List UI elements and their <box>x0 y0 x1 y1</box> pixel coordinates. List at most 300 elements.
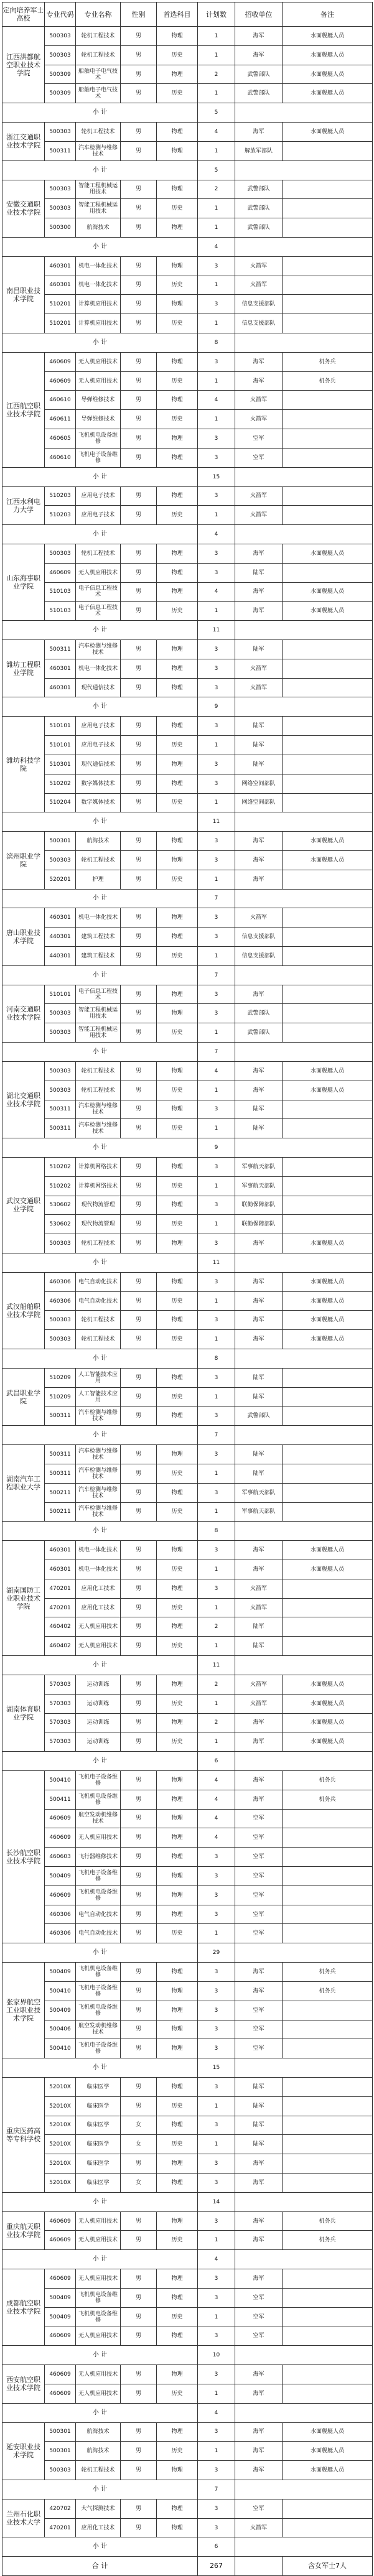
cell-subject: 物理 <box>157 391 198 410</box>
cell-major-code: 570303 <box>45 1694 76 1713</box>
cell-subject: 历史 <box>157 1694 198 1713</box>
subtotal-row <box>2 1043 373 1062</box>
cell-gender: 男 <box>121 2442 157 2461</box>
cell-subject: 历史 <box>157 793 198 812</box>
cell-subject: 物理 <box>157 1770 198 1790</box>
cell-gender: 男 <box>121 1924 157 1943</box>
cell-gender: 男 <box>121 448 157 467</box>
cell-remarks: 水面舰艇人员 <box>283 850 373 870</box>
cell-plan-count: 3 <box>198 1905 235 1924</box>
cell-recruiting-unit: 海军 <box>235 2442 283 2461</box>
cell-major-code: 460609 <box>45 2384 76 2403</box>
cell-plan-count: 1 <box>198 1502 235 1522</box>
cell-gender: 男 <box>121 1157 157 1176</box>
cell-remarks <box>283 947 373 966</box>
subtotal-count: 11 <box>198 1656 235 1675</box>
cell-major-name: 轮机工程技术 <box>76 850 121 870</box>
cell-recruiting-unit: 海军 <box>235 2211 283 2231</box>
subtotal-empty <box>235 1349 373 1369</box>
cell-major-name: 机电一体化技术 <box>76 908 121 928</box>
cell-major-code: 510204 <box>45 793 76 812</box>
table-row <box>2 1291 373 1311</box>
subtotal-empty <box>235 965 373 985</box>
cell-gender: 男 <box>121 2422 157 2442</box>
cell-remarks <box>283 2077 373 2096</box>
cell-subject: 物理 <box>157 448 198 467</box>
cell-subject: 历史 <box>157 1291 198 1311</box>
cell-plan-count: 1 <box>198 1119 235 1138</box>
table-row <box>2 2307 373 2327</box>
cell-major-name: 机电一体化技术 <box>76 276 121 295</box>
cell-subject: 物理 <box>157 218 198 238</box>
cell-major-name: 临床医学 <box>76 2077 121 2096</box>
cell-major-name: 无人机应用技术 <box>76 1828 121 1848</box>
cell-remarks <box>283 1464 373 1483</box>
cell-major-name: 建筑工程技术 <box>76 928 121 947</box>
cell-remarks <box>283 870 373 889</box>
subtotal-row <box>2 1522 373 1541</box>
cell-subject: 物理 <box>157 1100 198 1119</box>
cell-major-name: 飞机机电设备维修 <box>76 1790 121 1809</box>
table-row <box>2 1598 373 1617</box>
cell-plan-count: 3 <box>198 1963 235 1982</box>
cell-major-name: 航海技术 <box>76 218 121 238</box>
subtotal-label: 小 计 <box>2 1253 198 1273</box>
cell-remarks <box>283 486 373 506</box>
table-row <box>2 1464 373 1483</box>
cell-gender: 男 <box>121 736 157 755</box>
recruitment-plan-table <box>2 2 373 2576</box>
cell-plan-count: 3 <box>198 2327 235 2346</box>
table-row <box>2 755 373 774</box>
subtotal-empty <box>235 1043 373 1062</box>
cell-major-name: 航空发动机维修技术 <box>76 2020 121 2039</box>
table-row <box>2 2422 373 2442</box>
cell-gender: 男 <box>121 295 157 314</box>
table-row <box>2 793 373 812</box>
school-name: 唐山职业技术学院 <box>2 908 45 965</box>
cell-gender: 男 <box>121 1330 157 1349</box>
school-name: 武汉交通职业学院 <box>2 1157 45 1253</box>
cell-major-code: 460609 <box>45 2269 76 2289</box>
cell-major-name: 船舶电子电气技术 <box>76 65 121 84</box>
table-row <box>2 1963 373 1982</box>
cell-recruiting-unit: 海军 <box>235 1081 283 1100</box>
cell-major-code: 460306 <box>45 1905 76 1924</box>
subtotal-label: 小 计 <box>2 812 198 832</box>
cell-major-name: 无人机应用技术 <box>76 2365 121 2384</box>
cell-major-code: 510103 <box>45 602 76 621</box>
cell-gender: 男 <box>121 1234 157 1253</box>
cell-major-code: 530602 <box>45 1196 76 1215</box>
cell-recruiting-unit: 武警部队 <box>235 1004 283 1023</box>
table-row <box>2 141 373 160</box>
cell-recruiting-unit: 陆军 <box>235 2135 283 2154</box>
cell-major-name: 轮机工程技术 <box>76 123 121 142</box>
cell-plan-count: 1 <box>198 1176 235 1196</box>
subtotal-label: 小 计 <box>2 889 198 908</box>
cell-major-code: 460609 <box>45 371 76 391</box>
cell-recruiting-unit: 陆军 <box>235 1119 283 1138</box>
subtotal-empty <box>235 2192 373 2211</box>
cell-gender: 男 <box>121 2211 157 2231</box>
cell-major-code: 500300 <box>45 218 76 238</box>
cell-remarks: 水面舰艇人员 <box>283 1713 373 1732</box>
cell-recruiting-unit: 陆军 <box>235 755 283 774</box>
cell-gender: 男 <box>121 793 157 812</box>
cell-gender: 男 <box>121 1963 157 1982</box>
table-row <box>2 218 373 238</box>
subtotal-empty <box>235 103 373 123</box>
cell-major-code: 460610 <box>45 448 76 467</box>
subtotal-row <box>2 160 373 180</box>
cell-major-code: 460301 <box>45 908 76 928</box>
cell-gender: 男 <box>121 1119 157 1138</box>
cell-gender: 男 <box>121 1196 157 1215</box>
cell-recruiting-unit: 海军 <box>235 1963 283 1982</box>
cell-major-name: 飞行器维修技术 <box>76 1848 121 1867</box>
cell-major-name: 临床医学 <box>76 2174 121 2193</box>
cell-major-name: 汽车检测与维修技术 <box>76 1502 121 1522</box>
cell-major-code: 52010X <box>45 2154 76 2174</box>
cell-major-code: 510103 <box>45 582 76 602</box>
cell-subject: 物理 <box>157 2154 198 2174</box>
cell-remarks <box>283 1502 373 1522</box>
cell-plan-count: 3 <box>198 2001 235 2020</box>
cell-major-code: 460609 <box>45 563 76 582</box>
cell-major-code: 460306 <box>45 1924 76 1943</box>
table-row <box>2 1100 373 1119</box>
cell-remarks <box>283 276 373 295</box>
table-row <box>2 1732 373 1752</box>
cell-subject: 历史 <box>157 276 198 295</box>
cell-subject: 历史 <box>157 1081 198 1100</box>
cell-plan-count: 3 <box>198 928 235 947</box>
cell-plan-count: 3 <box>198 985 235 1004</box>
cell-subject: 历史 <box>157 2442 198 2461</box>
cell-remarks <box>283 1867 373 1886</box>
cell-subject: 物理 <box>157 2422 198 2442</box>
cell-major-code: 500410 <box>45 1981 76 2001</box>
cell-plan-count: 3 <box>198 1272 235 1291</box>
cell-remarks: 机务兵 <box>283 1790 373 1809</box>
cell-major-code: 500409 <box>45 1867 76 1886</box>
cell-gender: 男 <box>121 2384 157 2403</box>
table-row <box>2 1637 373 1656</box>
cell-plan-count: 1 <box>198 1387 235 1407</box>
cell-recruiting-unit: 陆军 <box>235 2077 283 2096</box>
school-name: 张家界航空工业职业技术学院 <box>2 1963 45 2058</box>
cell-plan-count: 3 <box>198 1196 235 1215</box>
cell-subject: 物理 <box>157 717 198 736</box>
table-row <box>2 1867 373 1886</box>
cell-remarks <box>283 2365 373 2384</box>
subtotal-count: 4 <box>198 2250 235 2269</box>
cell-gender: 男 <box>121 45 157 65</box>
cell-major-code: 460301 <box>45 678 76 697</box>
cell-subject: 物理 <box>157 429 198 449</box>
cell-subject: 历史 <box>157 1023 198 1043</box>
cell-plan-count: 3 <box>198 640 235 659</box>
table-row <box>2 448 373 467</box>
table-row <box>2 1368 373 1387</box>
cell-major-code: 460605 <box>45 429 76 449</box>
cell-major-name: 应用化工技术 <box>76 2518 121 2537</box>
school-name: 湖南汽车工程职业大学 <box>2 1445 45 1522</box>
cell-major-code: 500409 <box>45 1963 76 1982</box>
cell-remarks: 水面舰艇人员 <box>283 602 373 621</box>
table-row <box>2 563 373 582</box>
cell-major-name: 电气自动化技术 <box>76 1905 121 1924</box>
cell-remarks <box>283 908 373 928</box>
cell-remarks <box>283 2116 373 2135</box>
cell-gender: 男 <box>121 908 157 928</box>
cell-major-code: 510202 <box>45 1157 76 1176</box>
subtotal-label: 小 计 <box>2 2537 198 2557</box>
cell-remarks <box>283 1023 373 1043</box>
cell-recruiting-unit: 陆军 <box>235 640 283 659</box>
cell-recruiting-unit: 空军 <box>235 1905 283 1924</box>
cell-major-name: 建筑工程技术 <box>76 947 121 966</box>
cell-gender: 男 <box>121 1637 157 1656</box>
subtotal-label: 小 计 <box>2 2250 198 2269</box>
cell-remarks <box>283 1445 373 1464</box>
cell-recruiting-unit: 信息支援部队 <box>235 295 283 314</box>
cell-recruiting-unit: 军事航天部队 <box>235 1502 283 1522</box>
table-row <box>2 429 373 449</box>
school-name: 成都航空职业技术学院 <box>2 2269 45 2346</box>
subtotal-empty <box>235 333 373 353</box>
subtotal-label: 小 计 <box>2 333 198 353</box>
cell-remarks: 水面舰艇人员 <box>283 84 373 103</box>
cell-plan-count: 1 <box>198 27 235 46</box>
cell-remarks: 水面舰艇人员 <box>283 65 373 84</box>
cell-subject: 物理 <box>157 1848 198 1867</box>
cell-major-name: 轮机工程技术 <box>76 1311 121 1330</box>
cell-gender: 男 <box>121 486 157 506</box>
subtotal-row <box>2 2346 373 2365</box>
cell-recruiting-unit: 武警部队 <box>235 84 283 103</box>
cell-remarks: 水面舰艇人员 <box>283 1560 373 1579</box>
cell-plan-count: 3 <box>198 774 235 793</box>
cell-remarks: 水面舰艇人员 <box>283 2422 373 2442</box>
cell-major-code: 500311 <box>45 1119 76 1138</box>
cell-subject: 物理 <box>157 1311 198 1330</box>
cell-gender: 男 <box>121 1004 157 1023</box>
subtotal-count: 7 <box>198 2480 235 2499</box>
cell-major-name: 机电一体化技术 <box>76 256 121 276</box>
cell-recruiting-unit: 海军 <box>235 27 283 46</box>
subtotal-label: 小 计 <box>2 697 198 717</box>
cell-major-code: 500303 <box>45 123 76 142</box>
cell-remarks: 机务兵 <box>283 1963 373 1982</box>
cell-major-name: 无人机应用技术 <box>76 371 121 391</box>
table-row <box>2 2288 373 2307</box>
table-row <box>2 1560 373 1579</box>
cell-remarks <box>283 2135 373 2154</box>
cell-recruiting-unit: 火箭军 <box>235 506 283 525</box>
cell-remarks: 水面舰艇人员 <box>283 1081 373 1100</box>
cell-gender: 男 <box>121 2288 157 2307</box>
cell-plan-count: 2 <box>198 1675 235 1694</box>
subtotal-empty <box>235 525 373 544</box>
cell-subject: 物理 <box>157 2077 198 2096</box>
cell-gender: 女 <box>121 2174 157 2193</box>
cell-remarks <box>283 1119 373 1138</box>
cell-major-name: 智能工程机械运用技术 <box>76 180 121 199</box>
cell-plan-count: 3 <box>198 1867 235 1886</box>
cell-gender: 男 <box>121 1579 157 1598</box>
cell-gender: 男 <box>121 678 157 697</box>
cell-gender: 男 <box>121 2001 157 2020</box>
cell-gender: 男 <box>121 1981 157 2001</box>
subtotal-count: 8 <box>198 333 235 353</box>
table-row <box>2 1848 373 1867</box>
cell-major-name: 数字媒体技术 <box>76 793 121 812</box>
cell-recruiting-unit: 网络空间部队 <box>235 793 283 812</box>
cell-major-code: 460402 <box>45 1617 76 1637</box>
cell-major-name: 轮机工程技术 <box>76 1061 121 1081</box>
cell-gender: 女 <box>121 2116 157 2135</box>
cell-recruiting-unit: 武警部队 <box>235 180 283 199</box>
cell-gender: 男 <box>121 371 157 391</box>
cell-subject: 物理 <box>157 2461 198 2480</box>
table-row <box>2 1176 373 1196</box>
cell-recruiting-unit: 海军 <box>235 2422 283 2442</box>
cell-gender: 男 <box>121 1387 157 1407</box>
cell-major-code: 470201 <box>45 1598 76 1617</box>
cell-major-code: 500303 <box>45 1311 76 1330</box>
table-row <box>2 352 373 371</box>
subtotal-count: 11 <box>198 621 235 640</box>
cell-plan-count: 4 <box>198 1809 235 1828</box>
subtotal-empty <box>235 237 373 256</box>
cell-gender: 男 <box>121 1311 157 1330</box>
cell-recruiting-unit: 海军 <box>235 371 283 391</box>
subtotal-empty <box>235 812 373 832</box>
header-subject: 首选科目 <box>157 2 198 27</box>
cell-remarks: 水面舰艇人员 <box>283 1061 373 1081</box>
cell-recruiting-unit: 海军 <box>235 123 283 142</box>
cell-major-name: 导弹维修技术 <box>76 391 121 410</box>
cell-major-name: 轮机工程技术 <box>76 544 121 563</box>
cell-recruiting-unit: 海军 <box>235 352 283 371</box>
recruitment-plan-table-container <box>2 2 372 2572</box>
cell-recruiting-unit: 陆军 <box>235 1617 283 1637</box>
cell-major-code: 510301 <box>45 755 76 774</box>
cell-recruiting-unit: 海军 <box>235 1981 283 2001</box>
cell-recruiting-unit: 海军 <box>235 2461 283 2480</box>
cell-plan-count: 3 <box>198 850 235 870</box>
table-row <box>2 2020 373 2039</box>
cell-major-name: 飞机机电设备维修 <box>76 2288 121 2307</box>
cell-subject: 物理 <box>157 1061 198 1081</box>
cell-remarks <box>283 1886 373 1905</box>
cell-subject: 历史 <box>157 1119 198 1138</box>
table-row <box>2 256 373 276</box>
cell-remarks <box>283 295 373 314</box>
table-row <box>2 659 373 678</box>
table-row <box>2 2269 373 2289</box>
table-row <box>2 391 373 410</box>
cell-major-code: 570303 <box>45 1732 76 1752</box>
cell-subject: 物理 <box>157 2116 198 2135</box>
cell-subject: 物理 <box>157 295 198 314</box>
cell-subject: 历史 <box>157 1598 198 1617</box>
cell-recruiting-unit: 海军 <box>235 1770 283 1790</box>
table-row <box>2 1119 373 1138</box>
school-name: 江西水利电力大学 <box>2 486 45 525</box>
cell-subject: 物理 <box>157 1675 198 1694</box>
cell-recruiting-unit: 海军 <box>235 2384 283 2403</box>
cell-plan-count: 3 <box>198 2020 235 2039</box>
cell-subject: 物理 <box>157 755 198 774</box>
cell-plan-count: 1 <box>198 1023 235 1043</box>
cell-subject: 物理 <box>157 1541 198 1560</box>
cell-recruiting-unit: 海军 <box>235 1560 283 1579</box>
cell-remarks <box>283 1483 373 1502</box>
subtotal-empty <box>235 2480 373 2499</box>
cell-gender: 男 <box>121 755 157 774</box>
cell-recruiting-unit: 陆军 <box>235 2116 283 2135</box>
total-row <box>2 2557 373 2576</box>
school-name: 延安职业技术学院 <box>2 2422 45 2480</box>
cell-remarks: 水面舰艇人员 <box>283 582 373 602</box>
cell-recruiting-unit: 空军 <box>235 2288 283 2307</box>
cell-major-code: 460306 <box>45 1272 76 1291</box>
cell-subject: 物理 <box>157 2211 198 2231</box>
cell-major-code: 510202 <box>45 1176 76 1196</box>
cell-major-name: 航空发动机维修技术 <box>76 1809 121 1828</box>
cell-major-name: 应用电子技术 <box>76 506 121 525</box>
cell-major-code: 510101 <box>45 717 76 736</box>
table-row <box>2 1924 373 1943</box>
school-name: 河南交通职业技术学院 <box>2 985 45 1042</box>
subtotal-row <box>2 1138 373 1158</box>
cell-major-name: 汽车检测与维修技术 <box>76 1407 121 1426</box>
table-row <box>2 2365 373 2384</box>
table-row <box>2 45 373 65</box>
cell-major-name: 无人机应用技术 <box>76 1617 121 1637</box>
cell-major-code: 52010X <box>45 2077 76 2096</box>
cell-recruiting-unit: 武警部队 <box>235 199 283 218</box>
cell-plan-count: 1 <box>198 1215 235 1234</box>
cell-subject: 历史 <box>157 736 198 755</box>
cell-major-code: 500301 <box>45 832 76 851</box>
table-row <box>2 123 373 142</box>
cell-major-name: 临床医学 <box>76 2116 121 2135</box>
table-row <box>2 1770 373 1790</box>
table-row <box>2 1311 373 1330</box>
cell-gender: 男 <box>121 1291 157 1311</box>
subtotal-count: 4 <box>198 2403 235 2422</box>
cell-plan-count: 1 <box>198 1637 235 1656</box>
cell-plan-count: 3 <box>198 563 235 582</box>
cell-plan-count: 1 <box>198 45 235 65</box>
cell-remarks <box>283 506 373 525</box>
cell-recruiting-unit: 海军 <box>235 832 283 851</box>
cell-recruiting-unit: 陆军 <box>235 1445 283 1464</box>
school-name: 安徽交通职业技术学院 <box>2 180 45 237</box>
school-name: 滨州职业学院 <box>2 832 45 889</box>
cell-major-code: 460609 <box>45 2327 76 2346</box>
cell-major-name: 智能工程机械运用技术 <box>76 1023 121 1043</box>
cell-plan-count: 4 <box>198 1061 235 1081</box>
cell-gender: 男 <box>121 1598 157 1617</box>
cell-subject: 物理 <box>157 2039 198 2058</box>
cell-recruiting-unit: 火箭军 <box>235 678 283 697</box>
cell-recruiting-unit: 海军 <box>235 850 283 870</box>
